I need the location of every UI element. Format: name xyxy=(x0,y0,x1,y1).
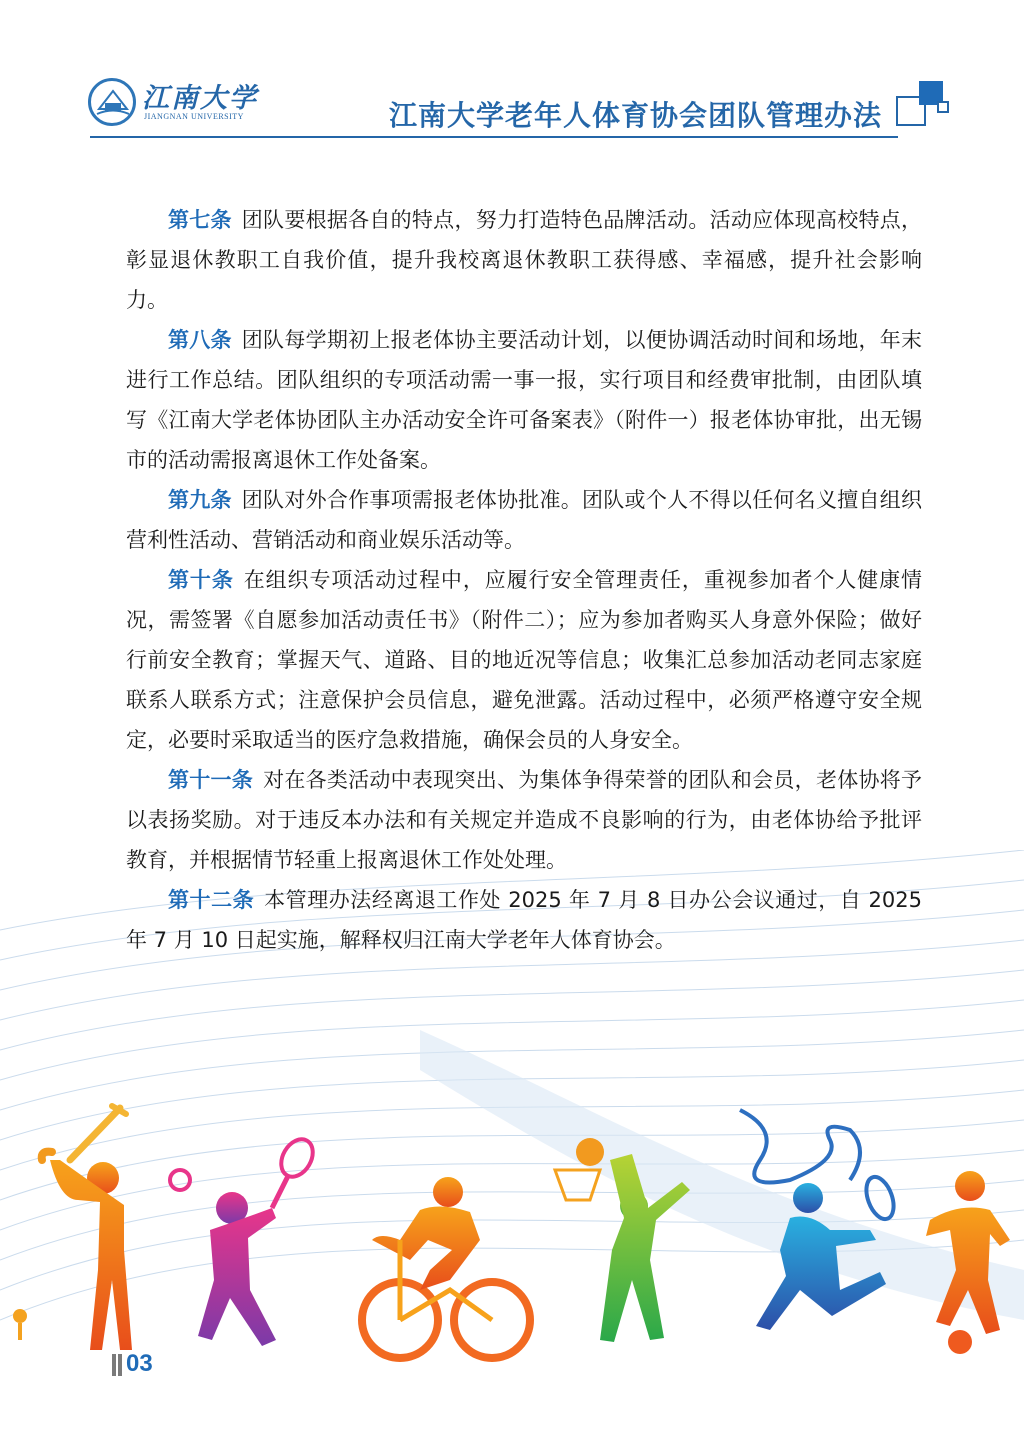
article-text: 对在各类活动中表现突出、为集体争得荣誉的团队和会员，老体协将予以表扬奖励。对于违反本办法和有关规定并造成不良影响的行为，由老体协给予批评教育，并根据情节轻重上报离退休工作处处理。 xyxy=(126,768,923,872)
article-12 xyxy=(126,880,922,960)
cyclist-icon xyxy=(362,1177,530,1358)
page-number-bars xyxy=(112,1354,124,1380)
university-name-cn: 江南大学 xyxy=(142,83,258,114)
article-text: 团队要根据各自的特点，努力打造特色品牌活动。活动应体现高校特点，彰显退休教职工自我价值，提升我校离退休教职工获得感、幸福感，提升社会影响力。 xyxy=(126,208,922,312)
basketball-player-icon xyxy=(555,1138,690,1342)
article-label: 第七条 xyxy=(168,208,232,232)
article-text: 团队每学期初上报老体协主要活动计划，以便协调活动时间和场地，年末进行工作总结。团队组织的专项活动需一事一报，实行项目和经费审批制，由团队填写《江南大学老体协团队主办活动安全许可备案表》（附件一）报老体协审批，出无锡市的活动需报离退休工作处备案。 xyxy=(126,328,922,472)
article-7 xyxy=(126,200,922,320)
article-label: 第十二条 xyxy=(168,888,255,912)
article-label: 第九条 xyxy=(168,488,232,512)
page-header xyxy=(0,0,1024,150)
article-11 xyxy=(126,760,922,880)
article-label: 第十条 xyxy=(168,568,234,592)
page-number: 03 xyxy=(126,1350,153,1377)
article-8 xyxy=(126,320,922,480)
corner-square-small xyxy=(937,101,949,113)
article-9 xyxy=(126,480,922,560)
header-divider xyxy=(90,136,898,138)
document-body xyxy=(126,200,922,960)
university-seal-icon xyxy=(88,78,136,126)
article-label: 第十一条 xyxy=(168,768,254,792)
tennis-player-icon xyxy=(170,1134,319,1346)
soccer-player-icon xyxy=(926,1171,1010,1354)
article-text: 本管理办法经离退工作处 2025 年 7 月 8 日办公会议通过，自 2025 年 7 月 10 日起实施，解释权归江南大学老年人体育协会。 xyxy=(126,888,922,952)
golfer-icon xyxy=(13,1106,132,1350)
ribbon-gymnast-icon xyxy=(740,1110,899,1330)
document-title: 江南大学老年人体育协会团队管理办法 xyxy=(388,99,882,132)
article-label: 第八条 xyxy=(168,328,232,352)
sports-illustration xyxy=(0,1090,1024,1370)
article-text: 在组织专项活动过程中，应履行安全管理责任，重视参加者个人健康情况，需签署《自愿参加活动责任书》（附件二）；应为参加者购买人身意外保险；做好行前安全教育；掌握天气、道路、目的地近况等信息；收集汇总参加活动老同志家庭联系人联系方式；注意保护会员信息，避免泄露。活动过程中，必须严格遵守安全规定，必要时采取适当的医疗急救措施，确保会员的人身安全。 xyxy=(126,568,923,752)
university-name-en: JIANGNAN UNIVERSITY xyxy=(144,112,244,121)
article-10 xyxy=(126,560,922,760)
article-text: 团队对外合作事项需报老体协批准。团队或个人不得以任何名义擅自组织营利性活动、营销活动和商业娱乐活动等。 xyxy=(126,488,922,552)
